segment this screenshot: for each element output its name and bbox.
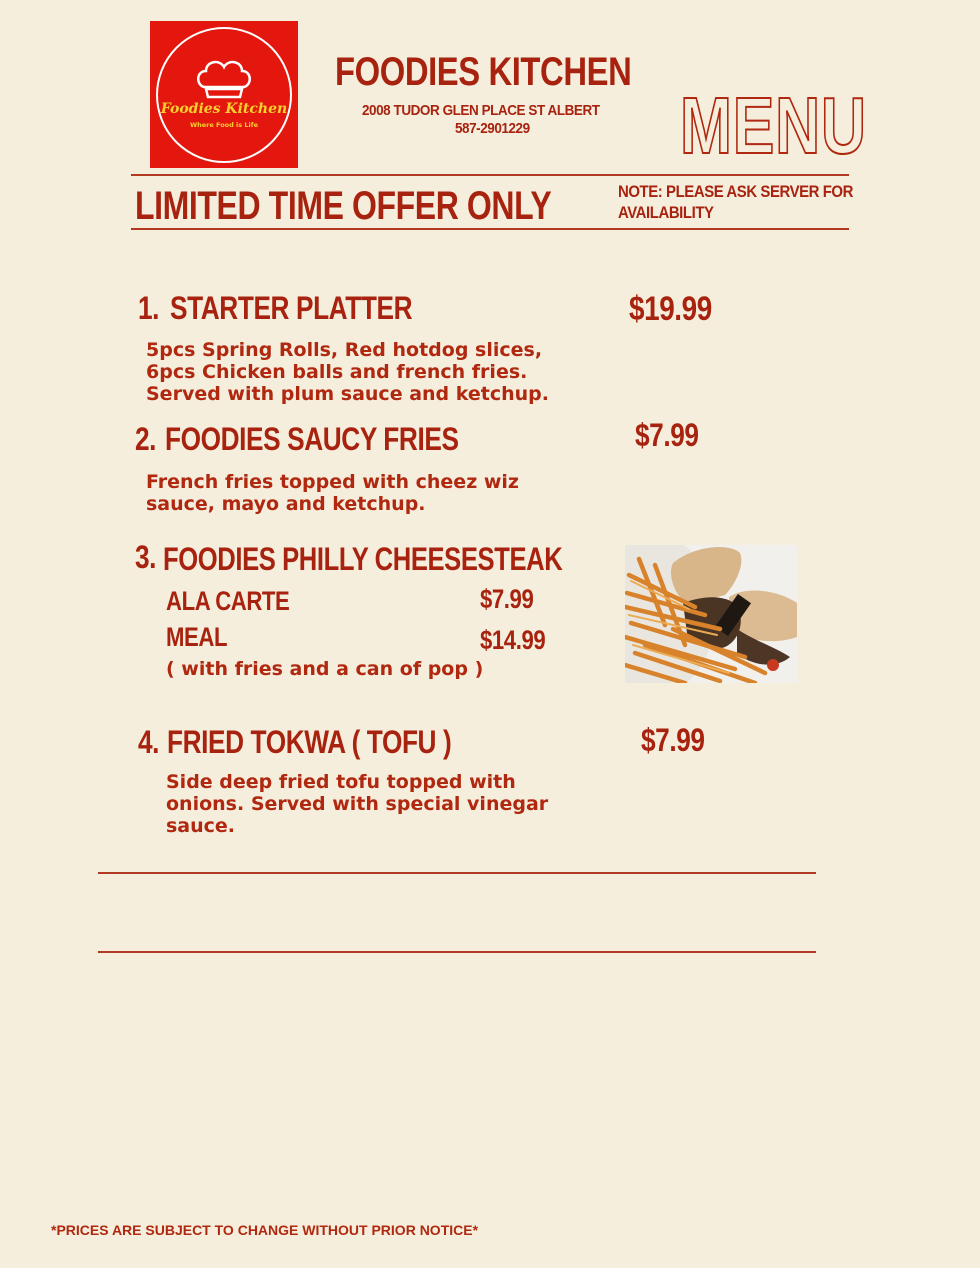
- description-line: 6pcs Chicken balls and french fries.: [146, 361, 528, 383]
- description-line: Side deep fried tofu topped with: [166, 771, 516, 793]
- description-line: sauce, mayo and ketchup.: [146, 493, 426, 515]
- divider-rule: [98, 951, 816, 953]
- item-1-name: STARTER PLATTER: [170, 290, 413, 326]
- item-1-price: $19.99: [629, 290, 712, 328]
- logo-brand: Foodies Kitchen: [160, 101, 288, 117]
- description-line: French fries topped with cheez wiz: [146, 471, 519, 493]
- banner-top-rule: [131, 174, 849, 176]
- description-line: Served with plum sauce and ketchup.: [146, 383, 549, 405]
- item-2-name: FOODIES SAUCY FRIES: [165, 421, 459, 457]
- description-line: 5pcs Spring Rolls, Red hotdog slices,: [146, 339, 543, 361]
- chef-hat-icon: [194, 57, 254, 101]
- option-meal-price: $14.99: [480, 625, 546, 655]
- meal-note: ( with fries and a can of pop ): [166, 658, 484, 680]
- item-3-name: FOODIES PHILLY CHEESESTEAK: [163, 541, 563, 577]
- description-line: sauce.: [166, 815, 236, 837]
- item-4-number: 4.: [138, 724, 160, 760]
- option-meal-label: MEAL: [166, 622, 228, 652]
- item-2-price: $7.99: [635, 417, 699, 453]
- cheesesteak-photo: [625, 545, 797, 683]
- item-4-name: FRIED TOKWA ( TOFU ): [167, 724, 452, 760]
- option-ala-carte-price: $7.99: [480, 584, 534, 614]
- item-2-description: [146, 471, 519, 515]
- divider-rule: [98, 872, 816, 874]
- menu-word: MENU: [680, 81, 867, 170]
- logo: [150, 21, 298, 168]
- restaurant-name: FOODIES KITCHEN: [335, 50, 632, 94]
- description-line: onions. Served with special vinegar: [166, 793, 549, 815]
- item-3-number: 3.: [135, 539, 157, 575]
- availability-note: NOTE: PLEASE ASK SERVER FOR AVAILABILITY: [618, 182, 854, 222]
- item-1-number: 1.: [138, 290, 160, 326]
- phone: 587-2901229: [455, 120, 530, 137]
- address: 2008 TUDOR GLEN PLACE ST ALBERT: [362, 102, 600, 119]
- price-disclaimer: *PRICES ARE SUBJECT TO CHANGE WITHOUT PRIOR NOTICE*: [51, 1222, 479, 1238]
- item-4-description: [166, 771, 548, 837]
- logo-tagline: Where Food is Life: [189, 121, 259, 129]
- limited-offer-heading: LIMITED TIME OFFER ONLY: [135, 184, 552, 228]
- item-2-number: 2.: [135, 421, 157, 457]
- option-ala-carte-label: ALA CARTE: [166, 586, 290, 616]
- item-1-description: [146, 339, 549, 405]
- banner-bottom-rule: [131, 228, 849, 230]
- item-4-price: $7.99: [641, 722, 705, 758]
